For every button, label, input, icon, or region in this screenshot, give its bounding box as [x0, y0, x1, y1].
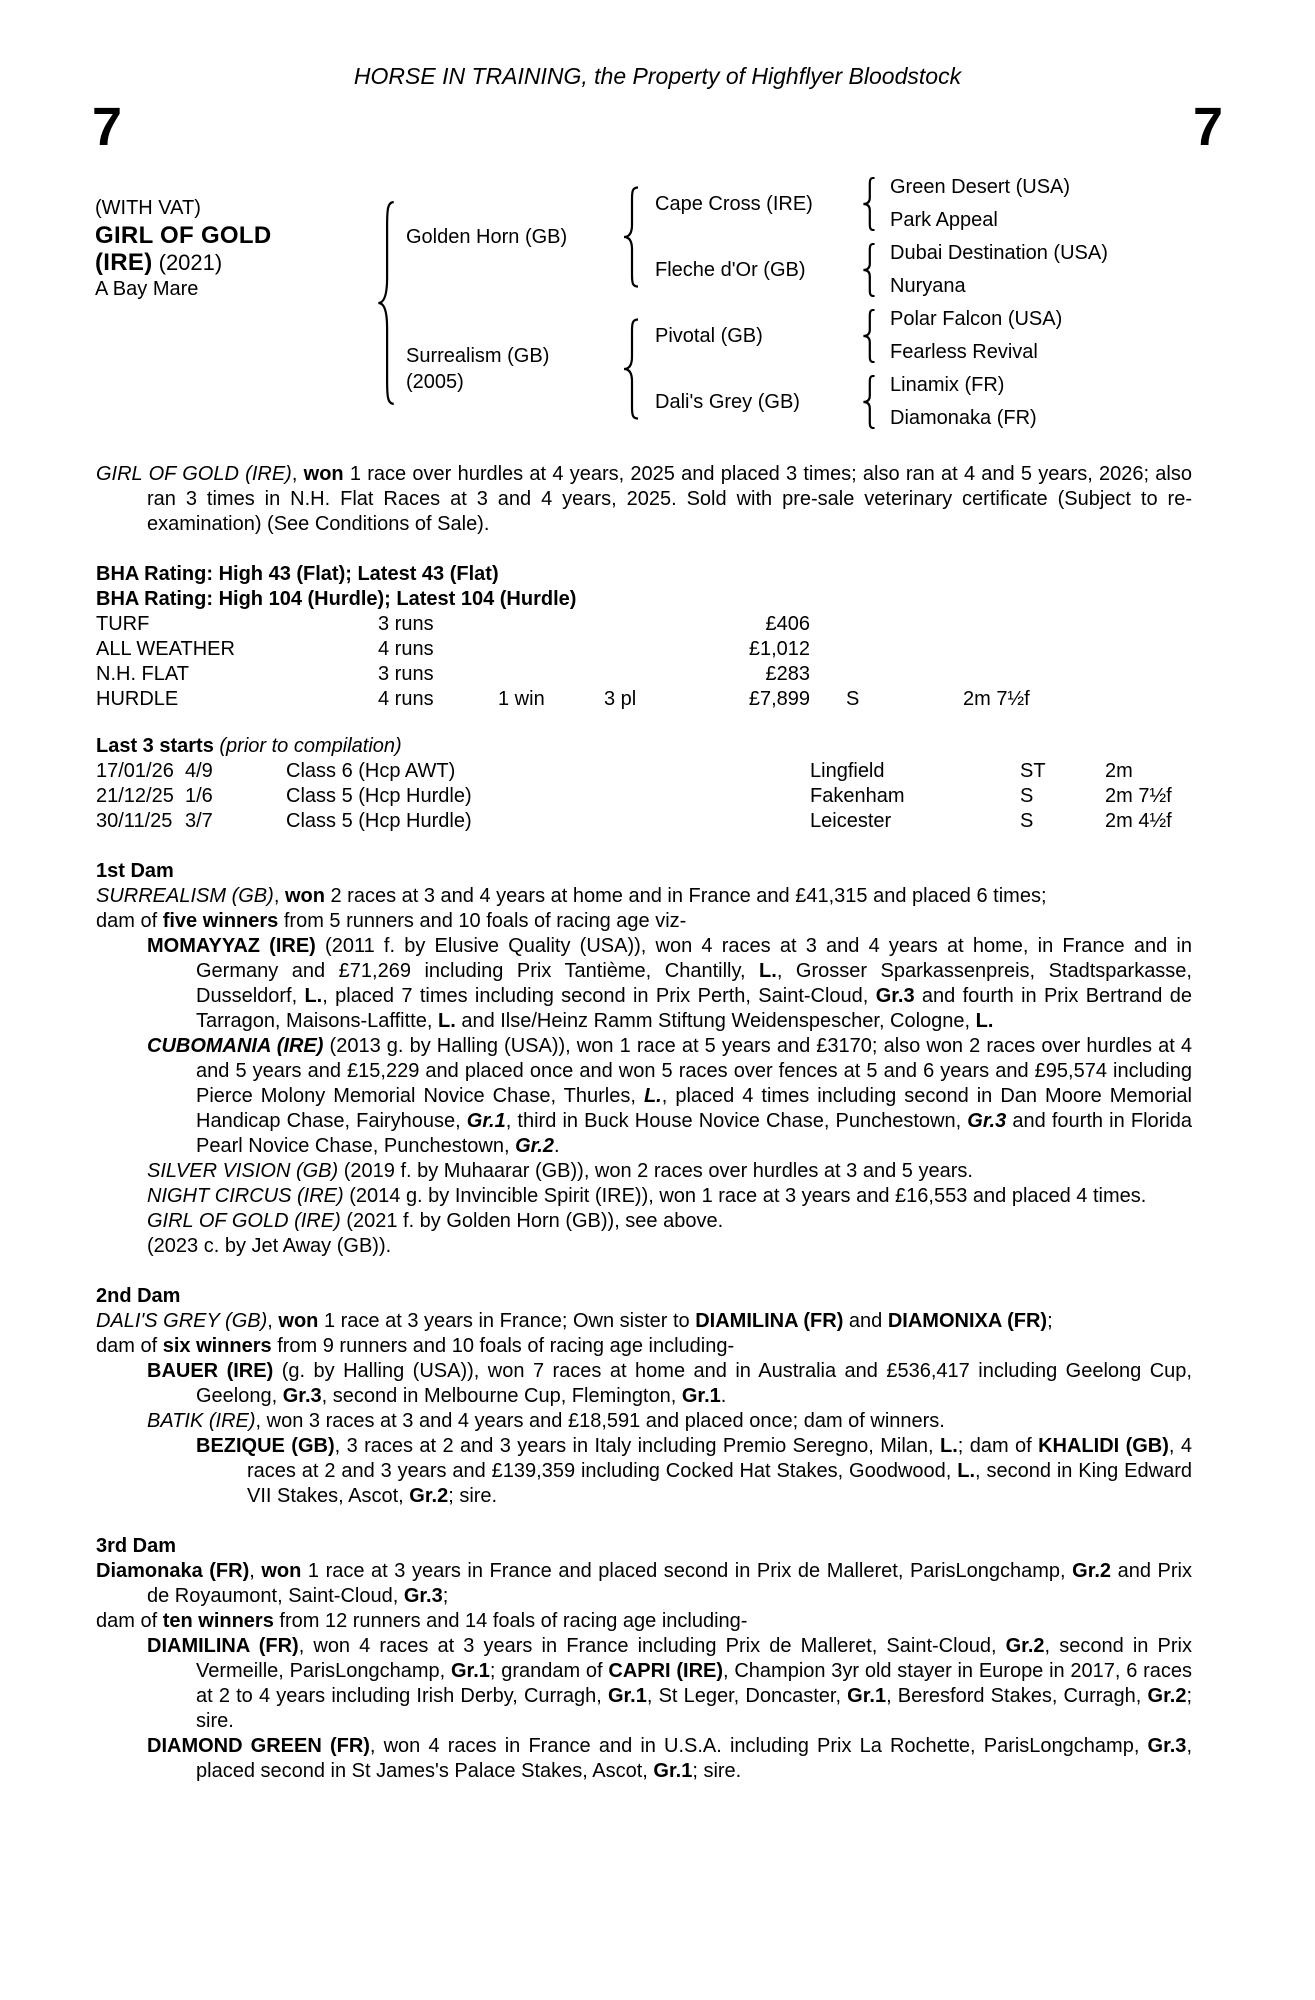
great-grandparent: Diamonaka (FR)	[890, 407, 1037, 429]
great-grandparent: Nuryana	[890, 275, 966, 297]
horse-suffix-year: (IRE) (2021)	[95, 249, 223, 276]
last-starts-heading: Last 3 starts (prior to compilation)	[96, 735, 402, 757]
section-1st-dam	[96, 859, 1192, 1259]
dam-name	[397, 343, 621, 395]
dam-summary: Diamonaka (FR), won 1 race at 3 years in France and placed second in Prix de Malleret, ParisLongchamp, Gr.2 and Prix de Royaumont, Saint-Cloud, Gr.3;	[96, 1560, 1192, 1607]
earnings-cell: £1,012	[748, 638, 810, 660]
wins-cell: 1 win	[498, 688, 545, 710]
date-cell: 30/11/25	[96, 810, 173, 832]
great-grandparent: Green Desert (USA)	[890, 176, 1071, 198]
bha-rating-hurdle: BHA Rating: High 104 (Hurdle); Latest 104 (Hurdle)	[96, 588, 577, 610]
position-cell: 3/7	[185, 810, 213, 832]
race-record-table	[96, 612, 1192, 712]
table-row	[96, 687, 1192, 712]
dam-summary: DALI'S GREY (GB), won 1 race at 3 years in France; Own sister to DIAMILINA (FR) and DIAMONIXA (FR);	[96, 1310, 1053, 1332]
section-heading: 2nd Dam	[96, 1285, 181, 1307]
course-cell: Leicester	[810, 810, 892, 832]
produce-entry: BAUER (IRE) (g. by Halling (USA)), won 7 races at home and in Australia and £536,417 including Geelong Cup, Geelong, Gr.3, second in Melbourne Cup, Flemington, Gr.1.	[147, 1360, 1192, 1407]
race-cell: Class 6 (Hcp AWT)	[286, 760, 456, 782]
places-cell	[604, 662, 700, 687]
distance-cell: 2m 4½f	[1105, 810, 1172, 832]
table-row	[96, 809, 1192, 834]
brace-icon	[861, 243, 877, 297]
places-cell	[604, 612, 700, 637]
dam-summary: SURREALISM (GB), won 2 races at 3 and 4 years at home and in France and £41,315 and placed 6 times;	[96, 885, 1047, 907]
position-cell: 4/9	[185, 760, 213, 782]
surface-cell: TURF	[96, 613, 150, 635]
bha-ratings	[96, 562, 1192, 612]
places-cell	[604, 637, 700, 662]
race-record-paragraph: GIRL OF GOLD (IRE), won 1 race over hurdles at 4 years, 2025 and placed 3 times; also ran at 4 and 5 years, 2026; also ran 3 times in N.H. Flat Races at 3 and 4 years, 2025. Sold with pre-sale veterinary certificate (Subject to re-examination) (See Conditions of Sale).	[96, 463, 1192, 535]
going-cell	[846, 662, 963, 687]
table-row	[96, 637, 1192, 662]
dam-of-line: dam of six winners from 9 runners and 10 foals of racing age including-	[96, 1335, 735, 1357]
race-cell: Class 5 (Hcp Hurdle)	[286, 785, 472, 807]
lot-number-right: 7	[1192, 97, 1223, 157]
brace-icon	[861, 375, 877, 429]
produce-entry: SILVER VISION (GB) (2019 f. by Muhaarar (GB)), won 2 races over hurdles at 3 and 5 years.	[147, 1160, 973, 1182]
lot-number-left: 7	[92, 97, 123, 157]
horse-name: GIRL OF GOLD	[95, 222, 272, 249]
page-header: HORSE IN TRAINING, the Property of Highflyer Bloodstock	[353, 63, 962, 89]
produce-entry: NIGHT CIRCUS (IRE) (2014 g. by Invincible Spirit (IRE)), won 1 race at 3 years and £16,553 and placed 4 times.	[147, 1185, 1147, 1207]
date-cell: 17/01/26	[96, 760, 174, 782]
table-row	[96, 784, 1192, 809]
surface-cell: N.H. FLAT	[96, 663, 189, 685]
produce-entry: (2023 c. by Jet Away (GB)).	[147, 1235, 392, 1257]
sire-dam-name: Fleche d'Or (GB)	[655, 258, 806, 281]
table-row	[96, 612, 1192, 637]
going-cell: S	[846, 688, 860, 710]
dam-name-line1: Surrealism (GB)	[406, 345, 550, 367]
earnings-cell: £7,899	[748, 688, 810, 710]
surface-cell: ALL WEATHER	[96, 638, 235, 660]
race-cell: Class 5 (Hcp Hurdle)	[286, 810, 472, 832]
dam-sire-name: Pivotal (GB)	[655, 324, 763, 347]
table-row	[96, 759, 1192, 784]
brace-icon	[861, 177, 877, 231]
great-grandparent: Polar Falcon (USA)	[890, 308, 1063, 330]
catalogue-body	[96, 462, 1192, 1784]
runs-cell: 4 runs	[378, 638, 434, 660]
distance-cell: 2m	[1105, 760, 1133, 782]
runs-cell: 3 runs	[378, 663, 434, 685]
produce-entry: GIRL OF GOLD (IRE) (2021 f. by Golden Horn (GB)), see above.	[147, 1210, 724, 1232]
produce-entry: DIAMOND GREEN (FR), won 4 races in France and in U.S.A. including Prix La Rochette, ParisLongchamp, Gr.3, placed second in St James's Palace Stakes, Ascot, Gr.1; sire.	[147, 1735, 1192, 1782]
produce-entry: MOMAYYAZ (IRE) (2011 f. by Elusive Quality (USA)), won 4 races at 3 and 4 years at home, in France and in Germany and £71,269 including Prix Tantième, Chantilly, L., Grosser Sparkassenpreis, Stadtsparkasse, Dusseldorf, L., placed 7 times including second in Prix Perth, Saint-Cloud, Gr.3 and fourth in Prix Bertrand de Tarragon, Maisons-Laffitte, L. and Ilse/Heinz Ramm Stiftung Weidenspescher, Cologne, L.	[147, 935, 1192, 1032]
distance-cell: 2m 7½f	[1105, 785, 1172, 807]
produce-entry: CUBOMANIA (IRE) (2013 g. by Halling (USA)), won 1 race at 5 years and £3170; also won 2 races over hurdles at 4 and 5 years and £15,229 and placed once and won 5 races over fences at 5 and 6 years and £95,574 including Pierce Molony Memorial Novice Chase, Thurles, L., placed 4 times including second in Dan Moore Memorial Handicap Chase, Fairyhouse, Gr.1, third in Buck House Novice Chase, Punchestown, Gr.3 and fourth in Florida Pearl Novice Chase, Punchestown, Gr.2.	[147, 1035, 1192, 1157]
pedigree-chart	[375, 171, 1108, 435]
wins-cell	[498, 637, 604, 662]
position-cell: 1/6	[185, 785, 213, 807]
horse-description: A Bay Mare	[95, 278, 199, 300]
course-cell: Lingfield	[810, 760, 885, 782]
sire-name: Golden Horn (GB)	[406, 226, 568, 248]
section-heading: 3rd Dam	[96, 1535, 177, 1557]
distance-cell: 2m 7½f	[963, 688, 1030, 710]
runs-cell: 3 runs	[378, 613, 434, 635]
produce-sub-entry: BEZIQUE (GB), 3 races at 2 and 3 years in Italy including Premio Seregno, Milan, L.; dam of KHALIDI (GB), 4 races at 2 and 3 years and £139,359 including Cocked Hat Stakes, Goodwood, L., second in King Edward VII Stakes, Ascot, Gr.2; sire.	[196, 1435, 1192, 1507]
with-vat-label: (WITH VAT)	[95, 197, 201, 219]
table-row	[96, 662, 1192, 687]
brace-icon	[375, 199, 397, 407]
great-grandparent: Linamix (FR)	[890, 374, 1005, 396]
section-heading: 1st Dam	[96, 860, 174, 882]
earnings-cell: £406	[765, 613, 810, 635]
course-cell: Fakenham	[810, 785, 905, 807]
surface-cell: HURDLE	[96, 688, 179, 710]
section-3rd-dam	[96, 1534, 1192, 1784]
great-grandparent: Fearless Revival	[890, 341, 1038, 363]
pedigree-info	[95, 195, 272, 303]
earnings-cell: £283	[765, 663, 810, 685]
produce-entry: BATIK (IRE), won 3 races at 3 and 4 years and £18,591 and placed once; dam of winners.	[147, 1410, 945, 1432]
dam-dam-name: Dali's Grey (GB)	[655, 390, 800, 413]
date-cell: 21/12/25	[96, 785, 174, 807]
great-grandparent: Park Appeal	[890, 209, 998, 231]
runs-cell: 4 runs	[378, 688, 434, 710]
wins-cell	[498, 612, 604, 637]
dam-name-line2: (2005)	[406, 371, 464, 393]
sire-sire-name: Cape Cross (IRE)	[655, 192, 813, 215]
places-cell: 3 pl	[604, 688, 637, 710]
going-cell	[846, 637, 963, 662]
produce-entry: DIAMILINA (FR), won 4 races at 3 years in France including Prix de Malleret, Saint-Cloud, Gr.2, second in Prix Vermeille, ParisLongchamp, Gr.1; grandam of CAPRI (IRE), Champion 3yr old stayer in Europe in 2017, 6 races at 2 to 4 years including Irish Derby, Curragh, Gr.1, St Leger, Doncaster, Gr.1, Beresford Stakes, Curragh, Gr.2; sire.	[147, 1635, 1193, 1732]
dam-of-line: dam of five winners from 5 runners and 10 foals of racing age viz-	[96, 910, 687, 932]
going-cell: S	[1020, 810, 1034, 832]
dam-of-line: dam of ten winners from 12 runners and 14 foals of racing age including-	[96, 1610, 748, 1632]
last-starts	[96, 734, 1192, 834]
going-cell	[846, 612, 963, 637]
section-2nd-dam	[96, 1284, 1192, 1509]
wins-cell	[498, 662, 604, 687]
great-grandparent: Dubai Destination (USA)	[890, 242, 1108, 264]
brace-icon	[621, 186, 641, 288]
brace-icon	[621, 318, 641, 420]
going-cell: ST	[1020, 760, 1046, 782]
bha-rating-flat: BHA Rating: High 43 (Flat); Latest 43 (Flat)	[96, 563, 499, 585]
brace-icon	[861, 309, 877, 363]
going-cell: S	[1020, 785, 1034, 807]
